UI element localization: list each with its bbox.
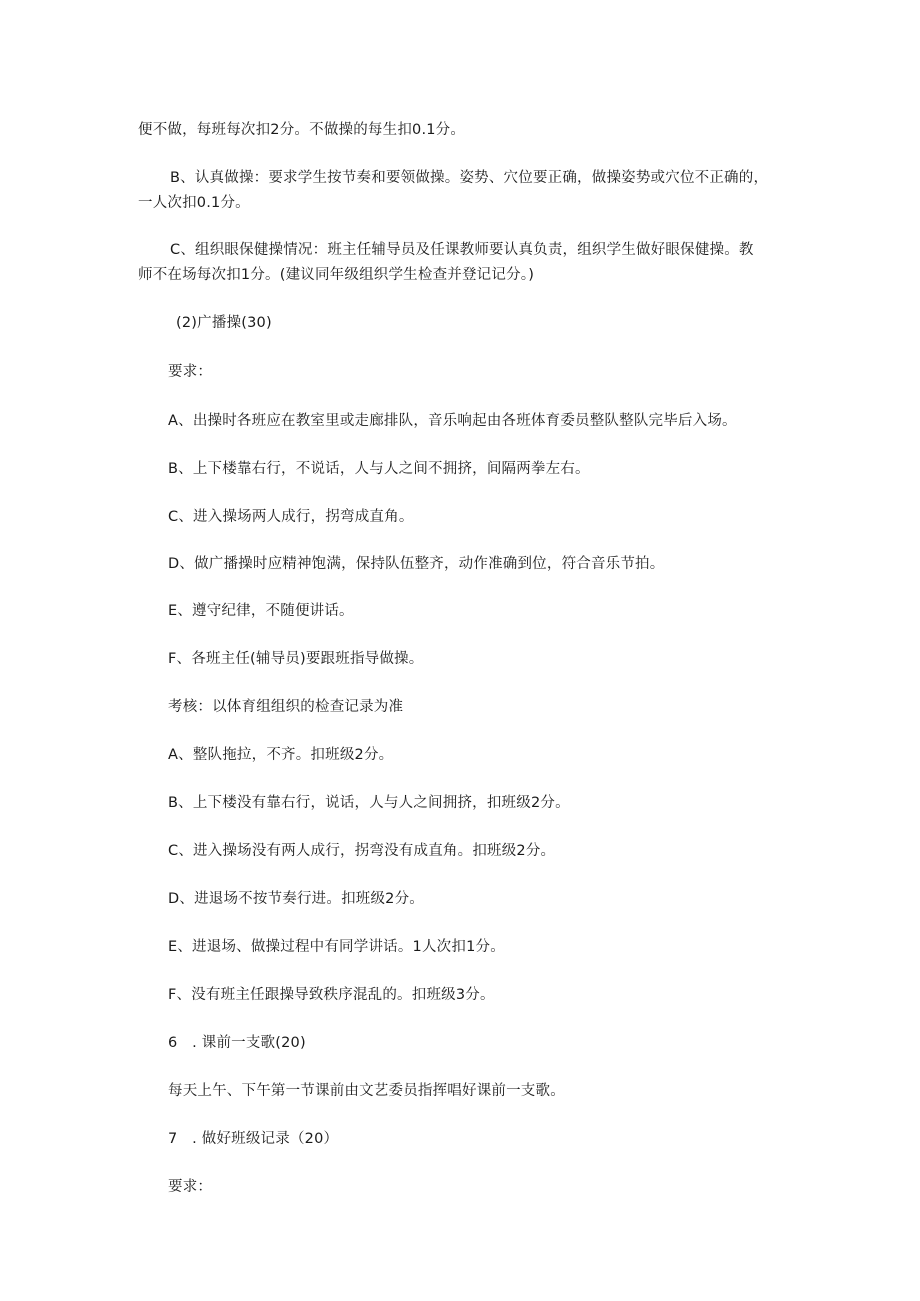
list-item: F、各班主任(辅导员)要跟班指导做操。 bbox=[168, 651, 424, 667]
list-item: D、进退场不按节奏行进。扣班级2分。 bbox=[168, 891, 424, 907]
list-item: F、没有班主任跟操导致秩序混乱的。扣班级3分。 bbox=[168, 987, 495, 1003]
text-line: 一人次扣0.1分。 bbox=[138, 195, 250, 211]
list-item: B、上下楼没有靠右行，说话，人与人之间拥挤，扣班级2分。 bbox=[168, 795, 570, 811]
list-item: A、整队拖拉，不齐。扣班级2分。 bbox=[168, 747, 394, 763]
text-line: 师不在场每次扣1分。(建议同年级组织学生检查并登记记分。) bbox=[138, 267, 535, 283]
text-line: 考核：以体育组组织的检查记录为准 bbox=[168, 699, 404, 715]
section-heading: 6 . 课前一支歌(20) bbox=[168, 1035, 306, 1051]
list-item: E、遵守纪律，不随便讲话。 bbox=[168, 603, 354, 619]
list-item: C、进入操场两人成行，拐弯成直角。 bbox=[168, 509, 414, 525]
list-item: E、进退场、做操过程中有同学讲话。1人次扣1分。 bbox=[168, 939, 505, 955]
section-heading: 7 . 做好班级记录（20） bbox=[168, 1131, 339, 1147]
list-item: D、做广播操时应精神饱满，保持队伍整齐，动作准确到位，符合音乐节拍。 bbox=[168, 556, 665, 572]
list-item: C、进入操场没有两人成行，拐弯没有成直角。扣班级2分。 bbox=[168, 843, 556, 859]
text-line: 要求： bbox=[168, 1179, 213, 1195]
text-line: B、认真做操：要求学生按节奏和要领做操。姿势、穴位要正确，做操姿势或穴位不正确的， bbox=[170, 170, 769, 186]
text-line: 每天上午、下午第一节课前由文艺委员指挥唱好课前一支歌。 bbox=[168, 1083, 565, 1099]
section-heading: (2)广播操(30) bbox=[176, 315, 272, 331]
list-item: B、上下楼靠右行，不说话，人与人之间不拥挤，间隔两拳左右。 bbox=[168, 461, 590, 477]
text-line: 要求： bbox=[168, 364, 213, 380]
text-line: C、组织眼保健操情况：班主任辅导员及任课教师要认真负责，组织学生做好眼保健操。教 bbox=[170, 242, 754, 258]
text-line: 便不做，每班每次扣2分。不做操的每生扣0.1分。 bbox=[138, 122, 466, 138]
list-item: A、出操时各班应在教室里或走廊排队，音乐响起由各班体育委员整队整队完毕后入场。 bbox=[168, 413, 737, 429]
